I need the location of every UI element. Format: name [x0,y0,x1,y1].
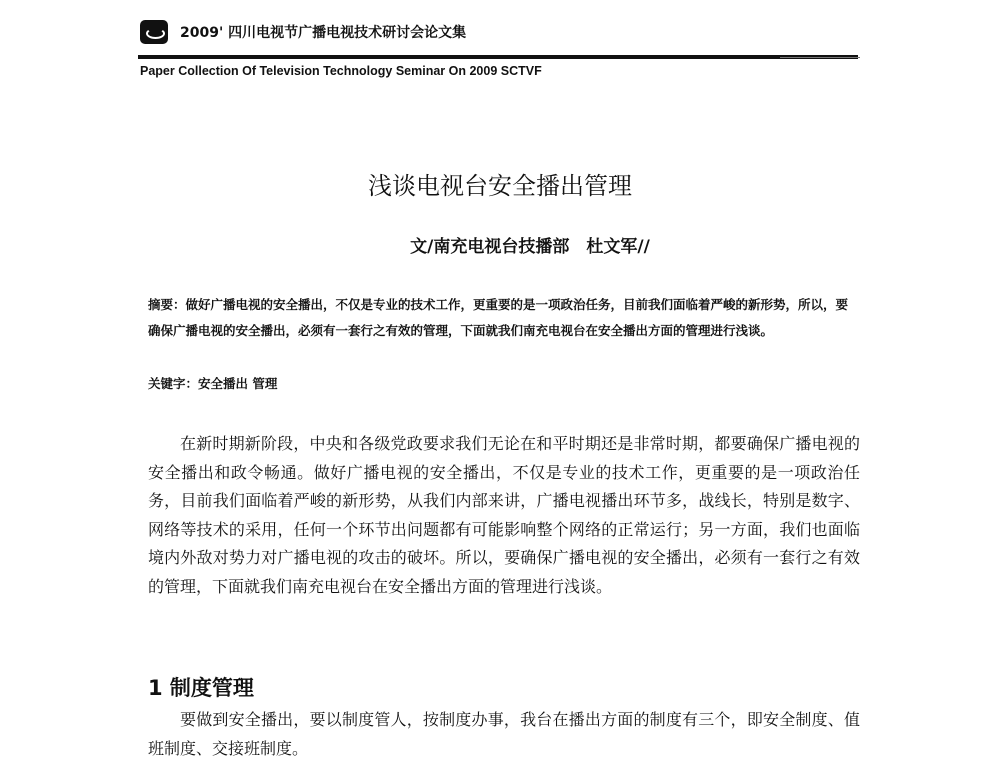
article-author: 文/南充电视台技播部 杜文军// [410,237,650,257]
section-paragraph: 要做到安全播出，要以制度管人，按制度办事，我台在播出方面的制度有三个，即安全制度、值班制度、交接班制度。 [148,710,860,758]
abstract: 摘要：做好广播电视的安全播出，不仅是专业的技术工作，更重要的是一项政治任务，目前我们面临着严峻的新形势，所以，要确保广播电视的安全播出，必须有一套行之有效的管理，下面就我们南充电视台在安全播出方面的管理进行浅谈。 [148,297,849,338]
header-rule-thin [780,57,860,58]
intro-paragraph: 在新时期新阶段，中央和各级党政要求我们无论在和平时期还是非常时期，都要确保广播电视的安全播出和政令畅通。做好广播电视的安全播出，不仅是专业的技术工作，更重要的是一项政治任务，目前我们面临着严峻的新形势，从我们内部来讲，广播电视播出环节多，战线长，特别是数字、网络等技术的采用，任何一个环节出问题都有可能影响整个网络的正常运行；另一方面，我们也面临境内外敌对势力对广播电视的攻击的破坏。所以，要确保广播电视的安全播出，必须有一套行之有效的管理，下面就我们南充电视台在安全播出方面的管理进行浅谈。 [148,434,860,596]
keywords: 关键字：安全播出 管理 [148,376,278,391]
header-subtitle: Paper Collection Of Television Technology Seminar On 2009 SCTVF [140,64,542,78]
logo-icon [140,20,168,44]
running-header [140,20,466,44]
article-title: 浅谈电视台安全播出管理 [368,172,632,200]
header-rule [138,55,858,59]
header-title: 2009' 四川电视节广播电视技术研讨会论文集 [180,25,467,41]
section-heading: 1 制度管理 [148,676,254,700]
